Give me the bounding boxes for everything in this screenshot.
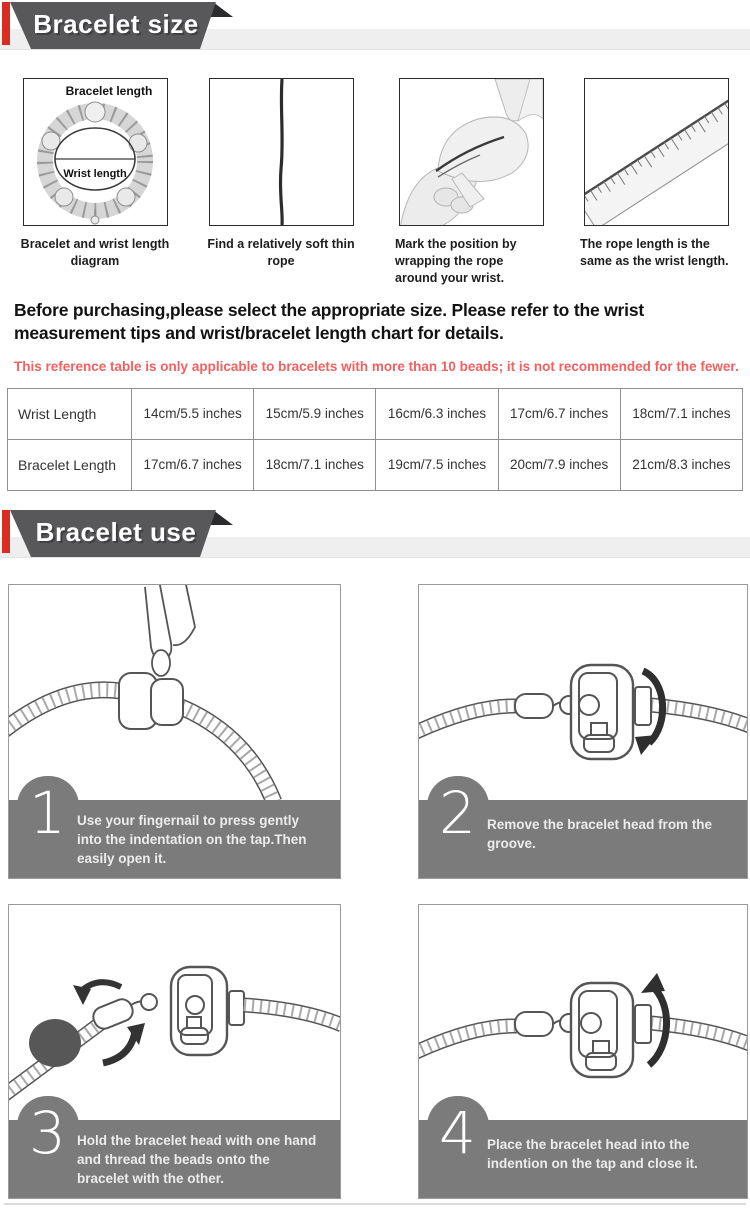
cord-pin-ball [141,994,157,1010]
ruler-image [584,78,729,226]
rope-drawing [210,79,353,225]
wrist-length-header: Wrist Length [8,388,132,439]
step2-illustration [419,585,747,802]
table-cell: 17cm/6.7 inches [132,439,254,490]
step4-caption-bar [419,1098,747,1198]
rotate-arrow-bottom-icon [103,1031,135,1063]
rope-image [209,78,354,226]
down-arrow-head [635,735,657,755]
wrist-wrap-image [399,78,544,226]
bracelet-size-banner [0,0,750,50]
step3-illustration [9,905,340,1122]
measure-step-3 [376,78,566,287]
wrist-wrap-drawing [400,79,543,225]
table-cell: 21cm/8.3 inches [620,439,742,490]
bracelet-use-banner [0,508,750,558]
step2-caption-bar [419,778,747,878]
step3-number: 3 [29,1098,66,1167]
step1-text: Use your fingernail to press gently into the indentation on the tap.Then easily open it. [77,812,307,867]
ruler-drawing [585,79,728,225]
table-row-wrist [8,388,743,439]
fingertip [152,650,170,676]
bracelet-use-title: Bracelet use [35,516,197,547]
measure-step-4-caption: The rope length is the same as the wrist length. [580,237,729,268]
step1-illustration [9,585,340,802]
reference-warning-text: This reference table is only applicable to bracelets with more than 10 beads; it is not recommended for the fewer. [14,358,739,374]
banner-red-stripe [2,510,10,553]
measure-step-1-caption: Bracelet and wrist length diagram [20,237,170,268]
dark-bead [29,1019,81,1067]
step2-text: Remove the bracelet head from the groove. [487,816,713,851]
sizing-intro-text: Before purchasing,please select the appropriate size. Please refer to the wrist measurement tips and wrist/bracelet length chart for details. [14,299,644,343]
table-cell: 18cm/7.1 inches [254,439,376,490]
clasp-sleeve [635,687,651,725]
use-steps-grid [0,584,750,1199]
bracelet-size-title: Bracelet size [33,9,199,39]
measure-step-3-caption: Mark the position by wrapping the rope around your wrist. [395,237,517,285]
step1-number: 1 [29,778,66,847]
finger-shape [145,585,171,659]
measure-step-4 [566,78,746,287]
clasp-sleeve [229,991,244,1025]
step4-number: 4 [439,1098,476,1167]
rope-line [280,79,282,225]
measure-step-1 [4,78,186,287]
use-step-3-panel [8,904,341,1199]
step1-caption-bar [9,778,340,878]
clasp-sleeve [635,1005,651,1043]
step3-caption-bar [9,1098,340,1198]
size-chart-table [7,388,743,491]
table-row-bracelet [8,439,743,490]
cord-end-cap [90,996,135,1031]
step4-text: Place the bracelet head into the indention on the tap and close it. [487,1136,698,1171]
bracelet-length-label: Bracelet length [65,84,152,98]
table-cell: 17cm/6.7 inches [498,388,620,439]
step4-illustration [419,905,747,1122]
measure-step-2-caption: Find a relatively soft thin rope [207,237,355,268]
bracelet-diagram-image [23,78,168,226]
table-cell: 18cm/7.1 inches [620,388,742,439]
banner-red-stripe [2,2,10,45]
step3-text: Hold the bracelet head with one hand and thread the beads onto the bracelet with the other. [77,1132,317,1187]
bracelet-diagram-drawing [24,79,167,225]
table-cell: 14cm/5.5 inches [132,388,254,439]
use-step-1-panel [8,584,341,879]
table-cell: 16cm/6.3 inches [376,388,498,439]
table-cell: 19cm/7.5 inches [376,439,498,490]
bracelet-length-header: Bracelet Length [8,439,132,490]
wrist-length-label: Wrist length [62,168,127,180]
cord-end-cap [515,1012,553,1036]
use-step-2-panel [418,584,748,879]
table-cell: 15cm/5.9 inches [254,388,376,439]
clasp-barrel-right [151,679,183,725]
up-arrow-head [641,973,665,993]
use-step-4-panel [418,904,748,1199]
measure-step-2 [186,78,376,287]
cord-end-cap [515,694,553,718]
table-cell: 20cm/7.9 inches [498,439,620,490]
step2-number: 2 [439,778,476,847]
measuring-steps-row [0,78,750,287]
page-bottom-divider [4,1203,746,1205]
